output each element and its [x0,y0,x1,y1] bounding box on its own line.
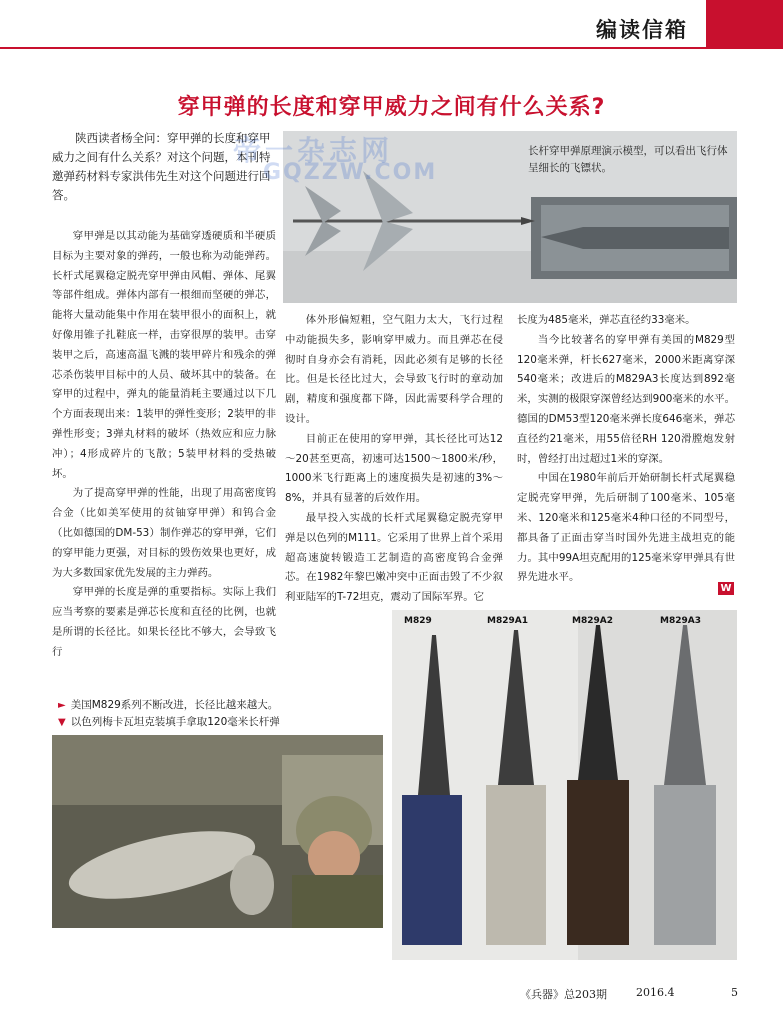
header-color-block [706,0,783,49]
col2-paragraph: 最早投入实战的长杆式尾翼稳定脱壳穿甲弹是以色列的M111。它采用了世界上首个采用超高速旋转锻造工艺制造的高密度钨合金弹芯。在1982年黎巴嫩冲突中正面击毁了不少叙利亚陆军的T-72坦克，震动了国际军界。它 [285,511,503,604]
col1-paragraph: 为了提高穿甲弹的性能，出现了用高密度钨合金（比如美军使用的贫铀穿甲弹）和钨合金（比如德国的DM-53）制作弹芯的穿甲弹，它们的穿甲能力更强，对目标的毁伤效果也更好，成为大多数国家优先发展的主力弹药。 [52,487,276,579]
article-column-3 [517,311,735,588]
header-rule [0,47,706,49]
caption-tank: 以色列梅卡瓦坦克装填手拿取120毫米长杆弹 [70,716,280,728]
page-number: 5 [731,986,738,999]
triangle-right-icon: ► [58,700,66,711]
caption-m829-row [58,697,388,714]
triangle-down-icon: ▼ [58,717,66,728]
col3-paragraph: 长度为485毫米，弹芯直径约33毫米。 [517,314,696,326]
journal-name: 《兵器》总203期 [520,988,607,1001]
watermark-text: 帝一杂志网 [233,134,394,167]
loader-illustration [52,735,383,928]
col1-paragraph: 穿甲弹是以其动能为基础穿透硬质和半硬质目标为主要对象的弹药，一般也称为动能弹药。长杆式尾翼稳定脱壳穿甲弹由风帽、弹体、尾翼等部件组成。弹体内部有一根细而坚硬的弹芯，能将大量动能集中作用在装甲很小的面积上，就好像用锥子扎鞋底一样，击穿很厚的装甲。击穿装甲之后，高速高温飞溅的装甲碎片和残余的弹芯杀伤装甲目标中的人员、破坏其中的装备。在穿甲的过程中，弹丸的能量消耗主要通过以下几个方面表现出来：1装甲的弹性变形；2装甲的非弹性形变；3弹丸材料的破坏（热效应和应力脉冲）；4形成碎片的飞散；5装甲材料的受热破坏。 [52,230,276,480]
article-column-2 [285,311,503,608]
article-intro: 陕西读者杨全问：穿甲弹的长度和穿甲威力之间有什么关系？对这个问题，本刊特邀弹药材料专家洪伟先生对这个问题进行回答。 [52,131,271,202]
shell-label: M829A1 [487,616,528,626]
shells-illustration [392,610,737,960]
top-photo-caption: 长杆穿甲弹原理演示模型，可以看出飞行体呈细长的飞镖状。 [528,145,728,174]
article-column-1 [52,227,276,663]
col3-paragraph: 中国在1980年前后开始研制长杆式尾翼稳定脱壳穿甲弹，先后研制了100毫米、105毫米、120毫米和125毫米4种口径的不同型号，都具备了正面击穿当时国外先进主战坦克的能力。其中99A坦克配用的125毫米穿甲弹具有世界先进水平。 [517,472,735,584]
col2-paragraph: 目前正在使用的穿甲弹，其长径比可达12～20甚至更高，初速可达1500～1800米/秒，1000米飞行距离上的速度损失是初速的3%～8%，并具有显著的后效作用。 [285,432,503,505]
end-mark-logo: W [718,582,734,595]
caption-m829: 美国M829系列不断改进，长径比越来越大。 [70,699,279,711]
shell-label: M829A3 [660,616,701,626]
photo-captions [58,697,388,731]
watermark-url: GQZZW.COM [263,160,438,185]
section-label: 编读信箱 [596,17,688,42]
m829-series-photo [392,610,737,960]
col3-paragraph: 当今比较著名的穿甲弹有美国的M829型120毫米弹，杆长627毫米，2000米距离穿深540毫米；改进后的M829A3长度达到892毫米，实测的极限穿深曾经达到900毫米的水平。德国的DM53型120毫米弹长度646毫米，弹芯直径约21毫米，用55倍径RH 120滑膛炮发射时，曾经打出过超过1米的穿深。 [517,333,735,465]
caption-tank-row [58,714,388,731]
article-title: 穿甲弹的长度和穿甲威力之间有什么关系? [177,95,606,120]
col1-paragraph: 穿甲弹的长度是弹的重要指标。实际上我们应当考察的要素是弹芯长度和直径的比例，也就是所谓的长径比。如果长径比不够大，会导致飞行 [52,586,276,658]
shell-label: M829A2 [572,616,613,626]
col2-paragraph: 体外形偏短粗，空气阻力太大，飞行过程中动能损失多，影响穿甲威力。而且弹芯在侵彻时自身亦会有消耗，因此必须有足够的长径比。但是长径比过大，会导致飞行时的章动加剧，精度和强度都下降，因此需要科学合理的设计。 [285,314,503,425]
loader-photo [52,735,383,928]
issue-date: 2016.4 [636,986,675,999]
shell-label: M829 [404,616,432,626]
